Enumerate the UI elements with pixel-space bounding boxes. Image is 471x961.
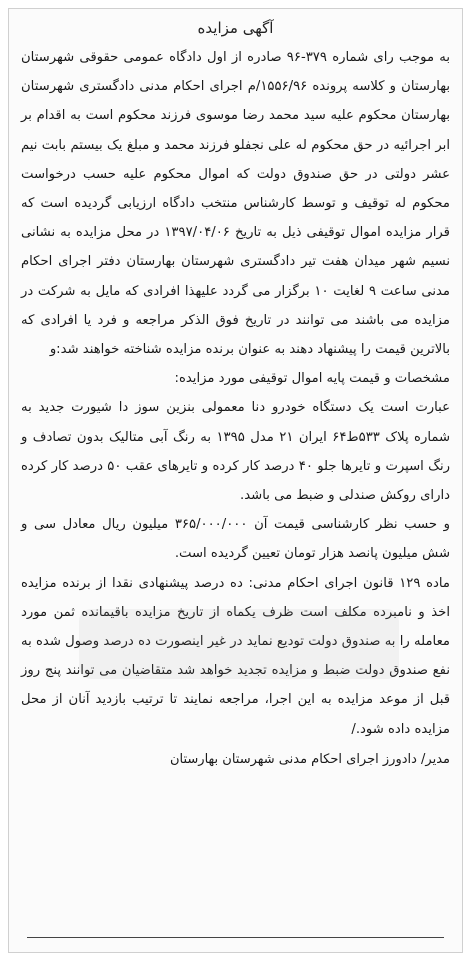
notice-vehicle-paragraph: عبارت است یک دستگاه خودرو دنا معمولی بنزین سوز دا شیورت جدید به شماره پلاک ۵۳۳ط۶۴ ایران ۲۱ مدل ۱۳۹۵ به رنگ آبی متالیک بدون تصادف و رنگ اسپرت و تایرها جلو ۴۰ درصد کار کرده و تایرهای عقب ۵۰ درصد کار کرده دارای روکش صندلی و ضبط می باشد.	[21, 400, 451, 504]
newspaper-clipping	[8, 8, 463, 953]
bottom-divider	[27, 937, 444, 938]
notice-title: آگهی مزایده	[197, 19, 274, 37]
auction-notice	[9, 9, 462, 774]
notice-price-paragraph: و حسب نظر کارشناسی قیمت آن ۳۶۵/۰۰۰/۰۰۰ میلیون ریال معادل سی و شش میلیون پانصد هزار تومان تعیین گردیده است.	[21, 517, 451, 562]
notice-signature: مدیر/ دادورز اجرای احکام مدنی شهرستان بهارستان	[169, 751, 450, 767]
notice-specs-heading: مشخصات و قیمت پایه اموال توقیفی مورد مزایده:	[174, 371, 450, 387]
notice-intro-paragraph: به موجب رای شماره ۳۷۹-۹۶ صادره از اول دادگاه عمومی حقوقی شهرستان بهارستان و کلاسه پرونده ۱۵۵۶/۹۶/م اجرای احکام مدنی دادگستری شهرستان بهارستان محکوم علیه سید محمد رضا موسوی فرزند محکوم است به اقدام بر ابر اجرائیه در حق محکوم له علی نجفلو فرزند محمد و مبلغ یک بیستم بابت نیم عشر دولتی در حق صندوق دولت که اموال محکوم علیه حسب درخواست محکوم له توقیف و توسط کارشناس منتخب دادگاه ارزیابی گردیده است که قرار مزایده اموال توقیفی ذیل به تاریخ ۱۳۹۷/۰۴/۰۶ در محل مزایده به نشانی نسیم شهر میدان هفت تیر دادگستری شهرستان بهارستان دفتر اجرای احکام مدنی ساعت ۹ لغایت ۱۰ برگزار می گردد علیهذا افرادی که مایل به شرکت در مزایده می باشند می توانند در تاریخ فوق الذکر مراجعه و فرد یا افرادی که بالاترین قیمت را پیشنهاد دهند به عنوان برنده مزایده شناخته خواهند شد:و	[21, 50, 450, 358]
notice-law-paragraph: ماده ۱۲۹ قانون اجرای احکام مدنی: ده درصد پیشنهادی نقدا از برنده مزایده اخذ و نامبرده مکلف است ظرف یکماه از تاریخ مزایده باقیمانده ثمن مورد معامله را به صندوق دولت تودیع نماید در غیر اینصورت ده درصد وصول شده به نفع صندوق دولت ضبط و مزایده تجدید خواهد شد متقاضیان می توانند پنج روز قبل از موعد مزایده به این اجرا، مراجعه نمایند تا ترتیب بازدید آنان از محل مزایده داده شود./	[21, 575, 450, 737]
